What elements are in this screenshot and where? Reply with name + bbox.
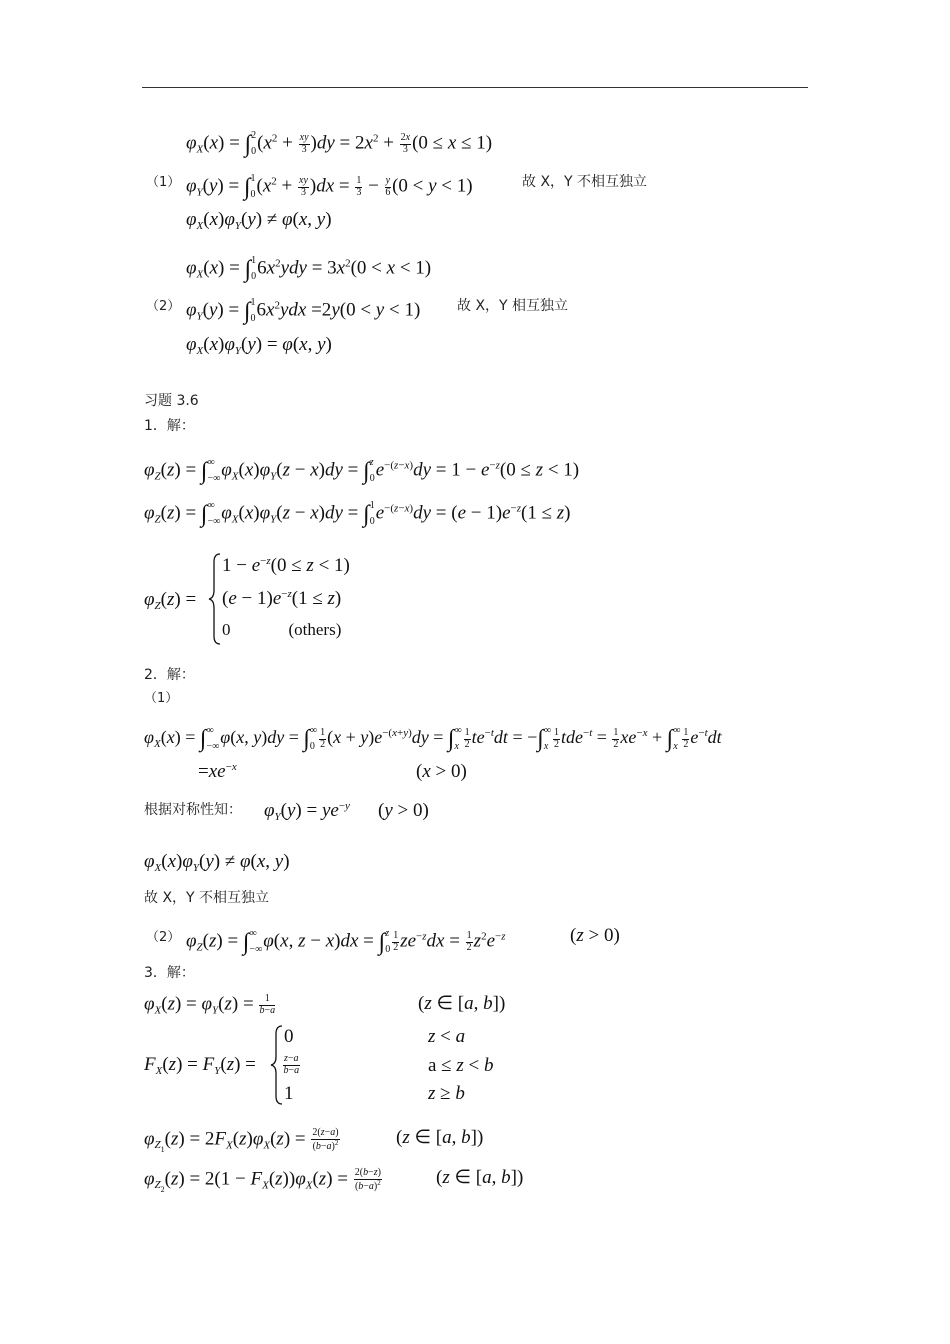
q2-eq1-result: $=xe^{-x}$ xyxy=(198,761,237,782)
q3-F-cond-3: z ≥ b xyxy=(428,1083,465,1104)
q2-symmetry-condition: (y > 0) xyxy=(378,800,429,821)
section-title: 习题 3.6 xyxy=(144,393,199,409)
eq-product-1: $\varphi_X(x)\varphi_Y(y) \ne \varphi(x$, y) xyxy=(186,209,332,232)
q3-F-val-3: 1 xyxy=(284,1083,294,1104)
eq-phix-1: $\varphi_X(x)$ = ∫ 2 0 ($x^2$ + $\frac{xy}{3}$ )$dy = 2x^2$ + $\frac{2x}{3}$ (0 ≤ x ≤ 1) xyxy=(186,130,493,158)
question-1-label: 1．解： xyxy=(144,418,195,434)
header-rule xyxy=(142,87,808,88)
q2-sub1-label: （1） xyxy=(144,691,179,706)
q3-F-lhs: $F_X(z) = F_Y(z)$ = xyxy=(144,1054,256,1077)
q2-symmetry-text: 根据对称性知： xyxy=(144,802,242,818)
q3-eq-z2: $\varphi_{Z_2}(z) = 2(1 - F_X(z))\varphi_X(z)$ = $\frac{2(b-z)}{(b-a)^2}$ xyxy=(144,1167,381,1195)
q1-piece-2: $(e - 1)e^{-z}(1 \le z)$ xyxy=(222,588,342,609)
part1-label: （1） xyxy=(146,175,181,190)
q1-eq2: $\varphi_Z(z)$ = ∫ ∞ −∞ $\varphi_X(x)\varphi_Y(z - x)dy$ = ∫ 1 0 $e^{-(z-x)}dy = (e - 1)e^{-z}(1 \le z)$ xyxy=(144,500,571,528)
q2-eq1-condition: (x > 0) xyxy=(416,761,467,782)
question-2-label: 2．解： xyxy=(144,667,195,683)
q2-product: $\varphi_X(x)\varphi_Y(y) \ne \varphi(x$, y) xyxy=(144,851,290,874)
eq-product-2: $\varphi_X(x)\varphi_Y(y) = \varphi(x$, y) xyxy=(186,334,332,357)
q3-eq-z2-condition: (z ∈ [a, b]) xyxy=(436,1167,524,1188)
q3-F-cond-1: z < a xyxy=(428,1026,466,1047)
eq-phix-2: $\varphi_X(x)$ = ∫ 1 0 $6x^2ydy = 3x^2(0 < x < 1)$ xyxy=(186,255,432,283)
q2-eq2-condition: (z > 0) xyxy=(570,925,620,946)
q3-F-val-2: $\frac{z-a}{b-a}$ xyxy=(283,1053,300,1076)
q1-left-brace xyxy=(208,552,222,646)
q1-eq1: $\varphi_Z(z)$ = ∫ ∞ −∞ $\varphi_X(x)\varphi_Y(z - x)dy$ = ∫ z 0 $e^{-(z-x)}dy = 1 - e^{-z}(0 \le z < 1)$ xyxy=(144,457,580,485)
q3-F-cond-2: a ≤ z < b xyxy=(428,1055,494,1076)
eq-phiy-1: $\varphi_Y(y)$ = ∫ 1 0 ($x^2$ + $\frac{xy}{3}$ )dx = $\frac{1}{3}$ − $\frac{y}{6}$ (0 < y < 1) xyxy=(186,173,473,201)
q2-eq1: $\varphi_X(x)$ = ∫ ∞ −∞ φ(x, y)dy = ∫ ∞ 0 $\frac{1}{2}$ $(x + y)e^{-(x+y)}dy$ = ∫ ∞ x $\frac{1}{2}$ $te^{-t}dt$ = −∫ ∞ x $\frac{1}{2}$ tde$^{-t}$ = $\frac{1}{2}$ $xe^{-x}$ + ∫ ∞ x $\frac{1}{2}$ $e^{-t}dt$ xyxy=(144,725,722,753)
conclusion-not-independent-1: 故 X，Y 不相互独立 xyxy=(522,174,648,190)
q2-conclusion: 故 X，Y 不相互独立 xyxy=(144,890,270,906)
q3-eq1-condition: (z ∈ [a, b]) xyxy=(418,993,506,1014)
q2-eq2: $\varphi_Z(z)$ = ∫ ∞ −∞ φ(x, z − x)dx = ∫ z 0 $\frac{1}{2}$ $ze^{-z}dx$ = $\frac{1}{2}$ $z^2e^{-z}$ xyxy=(186,928,506,956)
question-3-label: 3．解： xyxy=(144,965,195,981)
q1-piece-1: $1 - e^{-z}(0 \le z < 1)$ xyxy=(222,555,350,576)
q2-symmetry-eq: $\varphi_Y(y) = ye^{-y}$ xyxy=(264,800,350,823)
conclusion-independent-2: 故 X，Y 相互独立 xyxy=(457,298,569,314)
q2-sub2-label: （2） xyxy=(146,930,181,945)
q3-eq1: $\varphi_X(z) = \varphi_Y(z)$ = $\frac{1}{b-a}$ xyxy=(144,993,276,1017)
eq-phiy-2: $\varphi_Y(y)$ = ∫ 1 0 $6x^2ydx =2y(0 < y < 1)$ xyxy=(186,297,421,325)
part2-label: （2） xyxy=(146,299,181,314)
q3-F-val-1: 0 xyxy=(284,1026,294,1047)
q3-eq-z1-condition: (z ∈ [a, b]) xyxy=(396,1127,484,1148)
q3-eq-z1: $\varphi_{Z_1}(z) = 2F_X(z)\varphi_X(z)$ = $\frac{2(z-a)}{(b-a)^2}$ xyxy=(144,1127,339,1155)
q1-piece-3: 0 (others) xyxy=(222,620,342,639)
q1-piecewise-lhs: $\varphi_Z(z)$ = xyxy=(144,589,197,612)
